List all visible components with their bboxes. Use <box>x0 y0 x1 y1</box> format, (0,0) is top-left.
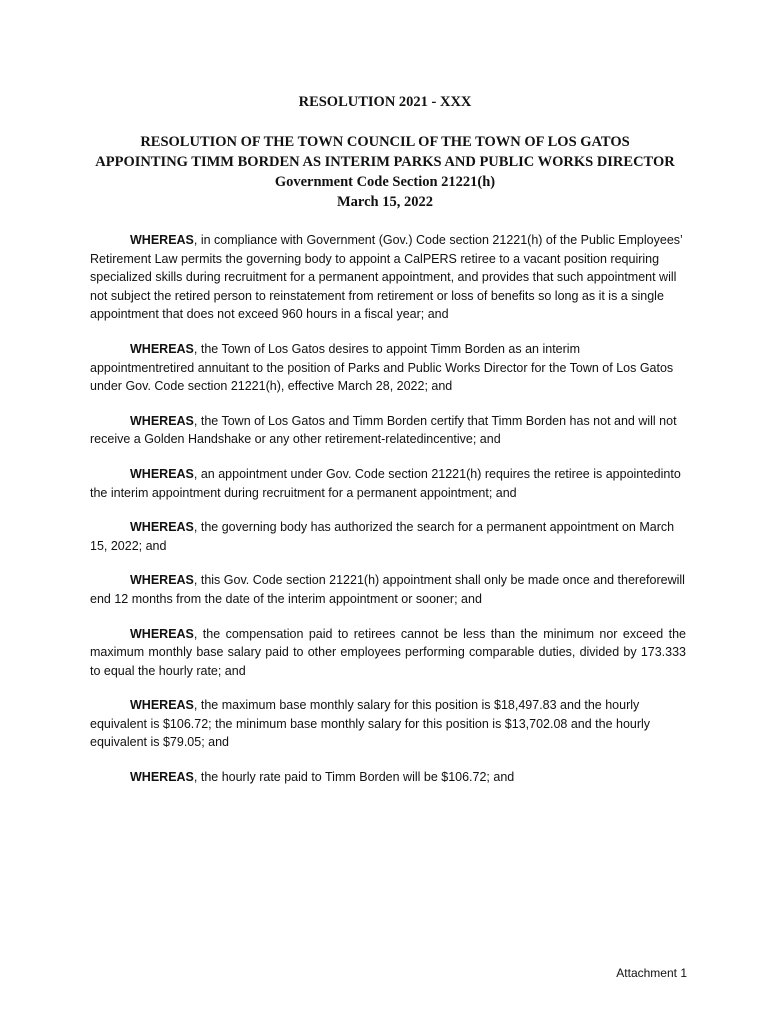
whereas-paragraph-2 <box>90 340 686 396</box>
resolution-title-line-1: RESOLUTION OF THE TOWN COUNCIL OF THE TOWN OF LOS GATOS <box>140 134 630 150</box>
paragraph-text: , the Town of Los Gatos desires to appoint Timm Borden as an interim appointmentretired annuitant to the position of Parks and Public Works Director for the Town of Los Gatos under Gov. Code section 21221(h), effective March 28, 2022; and <box>90 341 674 394</box>
paragraph-text: , the Town of Los Gatos and Timm Borden certify that Timm Borden has not and will not receive a Golden Handshake or any other retirement-relatedincentive; and <box>90 413 677 447</box>
government-code-line: Government Code Section 21221(h) <box>274 174 496 190</box>
paragraph-text: , the governing body has authorized the search for a permanent appointment on March 15, 2022; and <box>90 520 675 553</box>
resolution-date: March 15, 2022 <box>337 194 433 210</box>
whereas-lead: WHEREAS <box>130 413 194 428</box>
whereas-lead: WHEREAS <box>130 626 194 641</box>
whereas-paragraph-4 <box>90 465 686 502</box>
whereas-paragraph-5 <box>90 518 686 555</box>
paragraph-text: , the maximum base monthly salary for this position is $18,497.83 and the hourly equivalent is $106.72; the minimum base monthly salary for this position is $13,702.08 and the hourly equivalent is $79.05; and <box>90 698 651 750</box>
attachment-label: Attachment 1 <box>616 966 687 980</box>
whereas-lead: WHEREAS <box>130 698 194 713</box>
paragraph-text: , the compensation paid to retirees cannot be less than the minimum nor exceed the maximum monthly base salary paid to other employees performing comparable duties, divided by 173.333 to equal the hourly rate; and <box>90 626 686 678</box>
whereas-lead: WHEREAS <box>130 520 194 535</box>
whereas-paragraph-8 <box>90 696 686 752</box>
whereas-lead: WHEREAS <box>130 770 194 785</box>
paragraph-text: , this Gov. Code section 21221(h) appointment shall only be made once and thereforewill end 12 months from the date of the interim appointment or sooner; and <box>90 573 685 606</box>
paragraph-text: , in compliance with Government (Gov.) Code section 21221(h) of the Public Employees’ Retirement Law permits the governing body to appoint a CalPERS retiree to a vacant position requiring specialized skills during recruitment for a permanent appointment, and provides that such appointment will not subject the retired person to reinstatement from retirement or loss of benefits so long as it is a single appointment that does not exceed 960 hours in a fiscal year; and <box>90 233 683 322</box>
whereas-lead: WHEREAS <box>130 466 194 481</box>
whereas-lead: WHEREAS <box>130 341 194 356</box>
whereas-paragraph-9 <box>90 768 686 787</box>
paragraph-text: , the hourly rate paid to Timm Borden will be $106.72; and <box>193 770 515 785</box>
whereas-paragraph-3 <box>90 412 686 449</box>
document-header <box>0 92 770 212</box>
whereas-paragraph-7 <box>90 625 686 681</box>
whereas-lead: WHEREAS <box>130 233 194 247</box>
resolution-title-line-2: APPOINTING TIMM BORDEN AS INTERIM PARKS AND PUBLIC WORKS DIRECTOR <box>95 154 675 170</box>
whereas-paragraph-6 <box>90 571 686 608</box>
whereas-lead: WHEREAS <box>130 573 194 588</box>
paragraph-text: , an appointment under Gov. Code section 21221(h) requires the retiree is appointedinto the interim appointment during recruitment for a permanent appointment; and <box>90 466 681 500</box>
whereas-paragraph-1 <box>90 231 686 324</box>
document-body <box>90 231 686 803</box>
resolution-number: RESOLUTION 2021 - XXX <box>298 94 472 110</box>
